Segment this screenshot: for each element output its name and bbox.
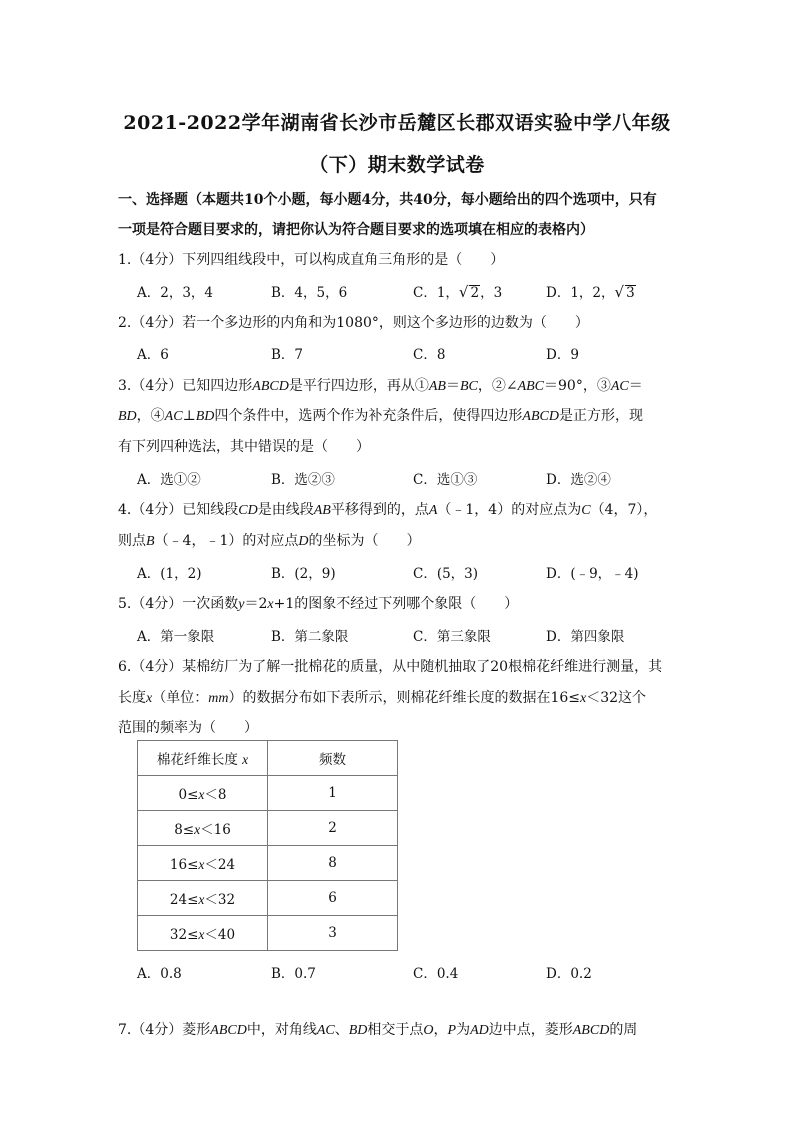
- question-2-text: 2.（4分）若一个多边形的内角和为1080°，则这个多边形的边数为（ ）: [118, 315, 589, 331]
- question-4-line1: [118, 499, 657, 519]
- var-x: x: [267, 597, 274, 612]
- q6-option-d[interactable]: D．0.2: [546, 966, 592, 982]
- var-ab: AB: [428, 379, 446, 394]
- var-ac: AC: [610, 379, 629, 394]
- exam-title-line1: 2021-2022学年湖南省长沙市岳麓区长郡双语实验中学八年级: [123, 112, 671, 134]
- var-ac: AC: [164, 409, 183, 424]
- sqrt-symbol: √: [458, 283, 469, 301]
- var-ac: AC: [316, 1023, 335, 1038]
- table-cell-range: [138, 881, 268, 916]
- question-5-text: [118, 593, 518, 613]
- text-run: 0≤: [178, 787, 199, 803]
- q4-option-b[interactable]: B．(2，9): [271, 566, 336, 582]
- text-run: 为: [456, 1022, 471, 1038]
- perp-symbol: ⊥: [182, 408, 196, 424]
- table-cell-range: [138, 811, 268, 846]
- q2-option-b[interactable]: B．7: [271, 347, 304, 363]
- text-run: 相交于点: [367, 1022, 424, 1038]
- table-cell-range: [138, 776, 268, 811]
- text-run: ＜32: [204, 892, 236, 908]
- table-row: [138, 881, 398, 916]
- text-run: 的坐标为（ ）: [308, 533, 421, 549]
- unit-mm: mm: [208, 691, 229, 706]
- var-cd: CD: [238, 503, 258, 518]
- q1-option-c-suffix: ，3: [480, 285, 503, 301]
- q1-option-d-prefix: D．1，2，: [546, 285, 615, 301]
- q5-option-a[interactable]: A．第一象限: [137, 629, 215, 645]
- text-run: ＝: [628, 378, 643, 394]
- text-run: 、: [334, 1022, 349, 1038]
- q4-option-c[interactable]: C．(5，3): [413, 566, 479, 582]
- table-cell-range: [138, 916, 268, 951]
- q3-option-b[interactable]: B．选②③: [271, 472, 335, 488]
- question-6-line1: 6.（4分）某棉纺厂为了解一批棉花的质量，从中随机抽取了20根棉花纤维进行测量，其: [118, 659, 663, 675]
- text-run: 7.（4分）菱形: [118, 1022, 211, 1038]
- var-x: x: [242, 752, 249, 767]
- text-run: 是平行四边形，再从①: [288, 378, 429, 394]
- text-run: （﹣4，﹣1）的对应点: [154, 533, 299, 549]
- text-run: 的周: [609, 1022, 638, 1038]
- text-run: 长度: [118, 690, 146, 706]
- var-bd: BD: [348, 1023, 368, 1038]
- q2-option-a[interactable]: A．6: [137, 347, 169, 363]
- var-x: x: [198, 787, 205, 802]
- text-run: 棉花纤维长度: [156, 752, 238, 768]
- text-run: 32≤: [169, 927, 199, 943]
- var-abc: ABC: [517, 379, 545, 394]
- table-header-frequency: 频数: [268, 741, 398, 776]
- var-o: O: [423, 1023, 434, 1038]
- var-x: x: [198, 892, 205, 907]
- table-row: [138, 776, 398, 811]
- text-run: ＜32这个: [586, 690, 647, 706]
- table-cell-frequency: 2: [268, 811, 398, 846]
- q5-option-c[interactable]: C．第三象限: [413, 629, 491, 645]
- table-header-length: [138, 741, 268, 776]
- var-bd: BD: [118, 409, 137, 424]
- question-7-line1: [118, 1019, 637, 1039]
- var-bc: BC: [459, 379, 478, 394]
- text-run: ，: [433, 1022, 448, 1038]
- table-row: [138, 846, 398, 881]
- var-y: y: [238, 597, 245, 612]
- table-cell-frequency: 8: [268, 846, 398, 881]
- question-3-line2: [118, 405, 643, 425]
- var-bd: BD: [195, 409, 215, 424]
- question-4-line2: [118, 530, 421, 550]
- q1-option-c[interactable]: [413, 281, 502, 301]
- text-run: （4，7），: [590, 502, 658, 518]
- sqrt-symbol: √: [614, 283, 625, 301]
- var-c: C: [581, 503, 591, 518]
- q4-option-a[interactable]: A．(1，2): [137, 566, 202, 582]
- var-d: D: [298, 534, 309, 549]
- var-b: B: [146, 534, 155, 549]
- text-run: 24≤: [169, 892, 199, 908]
- table-row: [138, 916, 398, 951]
- text-run: ）的数据分布如下表所示，则棉花纤维长度的数据在16≤: [228, 690, 580, 706]
- table-header-row: [138, 741, 398, 776]
- q5-option-d[interactable]: D．第四象限: [546, 629, 625, 645]
- q1-option-d-radicand: 3: [626, 285, 635, 301]
- text-run: 3.（4分）已知四边形: [118, 378, 253, 394]
- var-abcd: ABCD: [252, 379, 289, 394]
- text-run: +1的图象不经过下列哪个象限（ ）: [273, 596, 519, 612]
- text-run: ＝2: [244, 596, 268, 612]
- text-run: ，④: [136, 408, 165, 424]
- text-run: 中，对角线: [246, 1022, 317, 1038]
- q1-option-a[interactable]: A．2，3，4: [137, 285, 214, 301]
- text-run: 8≤: [174, 822, 195, 838]
- table-row: [138, 811, 398, 846]
- text-run: 边中点，菱形: [488, 1022, 573, 1038]
- table-cell-frequency: 3: [268, 916, 398, 951]
- var-ab: AB: [313, 503, 331, 518]
- var-x: x: [580, 691, 587, 706]
- table-cell-frequency: 1: [268, 776, 398, 811]
- frequency-table: [137, 740, 398, 951]
- text-run: （﹣1，4）的对应点为: [437, 502, 582, 518]
- text-run: 5.（4分）一次函数: [118, 596, 239, 612]
- text-run: 是由线段: [257, 502, 314, 518]
- q5-option-b[interactable]: B．第二象限: [271, 629, 349, 645]
- section-heading-line1: 一、选择题（本题共10个小题，每小题4分，共40分，每小题给出的四个选项中，只有: [118, 192, 657, 208]
- text-run: 则点: [118, 533, 146, 549]
- exam-title-line2: （下）期末数学试卷: [309, 154, 485, 176]
- var-a: A: [428, 503, 438, 518]
- var-x: x: [198, 927, 205, 942]
- text-run: 四个条件中，选两个作为补充条件后，使得四边形: [214, 408, 523, 424]
- text-run: ＜16: [200, 822, 231, 838]
- text-run: 4.（4分）已知线段: [118, 502, 239, 518]
- text-run: ＝90°，③: [544, 378, 611, 394]
- q6-option-c[interactable]: C．0.4: [413, 966, 459, 982]
- text-run: ，②∠: [477, 378, 518, 394]
- q3-option-a[interactable]: A．选①②: [137, 472, 201, 488]
- q1-option-c-prefix: C．1，: [413, 285, 459, 301]
- q3-option-d[interactable]: D．选②④: [546, 472, 611, 488]
- question-6-line3: 范围的频率为（ ）: [118, 720, 258, 736]
- q1-option-b[interactable]: B．4，5，6: [271, 285, 348, 301]
- text-run: 16≤: [169, 857, 199, 873]
- text-run: ＜40: [204, 927, 236, 943]
- text-run: ＝: [445, 378, 460, 394]
- text-run: 是正方形，现: [558, 408, 643, 424]
- text-run: ＜8: [204, 787, 227, 803]
- q3-option-c[interactable]: C．选①③: [413, 472, 478, 488]
- var-x: x: [198, 857, 205, 872]
- var-ad: AD: [470, 1023, 489, 1038]
- var-p: P: [447, 1023, 457, 1038]
- var-x: x: [194, 822, 201, 837]
- q2-option-d[interactable]: D．9: [546, 347, 579, 363]
- q6-option-a[interactable]: A．0.8: [137, 966, 182, 982]
- question-3-line3: 有下列四种选法，其中错误的是（ ）: [118, 439, 370, 455]
- table-cell-range: [138, 846, 268, 881]
- q6-option-b[interactable]: B．0.7: [271, 966, 316, 982]
- q1-option-d[interactable]: [546, 281, 636, 301]
- var-abcd: ABCD: [210, 1023, 247, 1038]
- text-run: ＜24: [204, 857, 236, 873]
- table-cell-frequency: 6: [268, 881, 398, 916]
- var-abcd: ABCD: [522, 409, 559, 424]
- question-3-line1: [118, 375, 643, 395]
- q4-option-d[interactable]: D．(﹣9，﹣4): [546, 566, 639, 582]
- var-abcd: ABCD: [572, 1023, 610, 1038]
- text-run: （单位：: [152, 690, 209, 706]
- question-1-text: 1.（4分）下列四组线段中，可以构成直角三角形的是（ ）: [118, 252, 505, 268]
- section-heading-line2: 一项是符合题目要求的，请把你认为符合题目要求的选项填在相应的表格内）: [118, 222, 594, 238]
- q2-option-c[interactable]: C．8: [413, 347, 446, 363]
- var-x: x: [146, 691, 153, 706]
- question-6-line2: [118, 687, 646, 707]
- text-run: 平移得到的，点: [330, 502, 429, 518]
- q1-option-c-radicand: 2: [470, 285, 480, 301]
